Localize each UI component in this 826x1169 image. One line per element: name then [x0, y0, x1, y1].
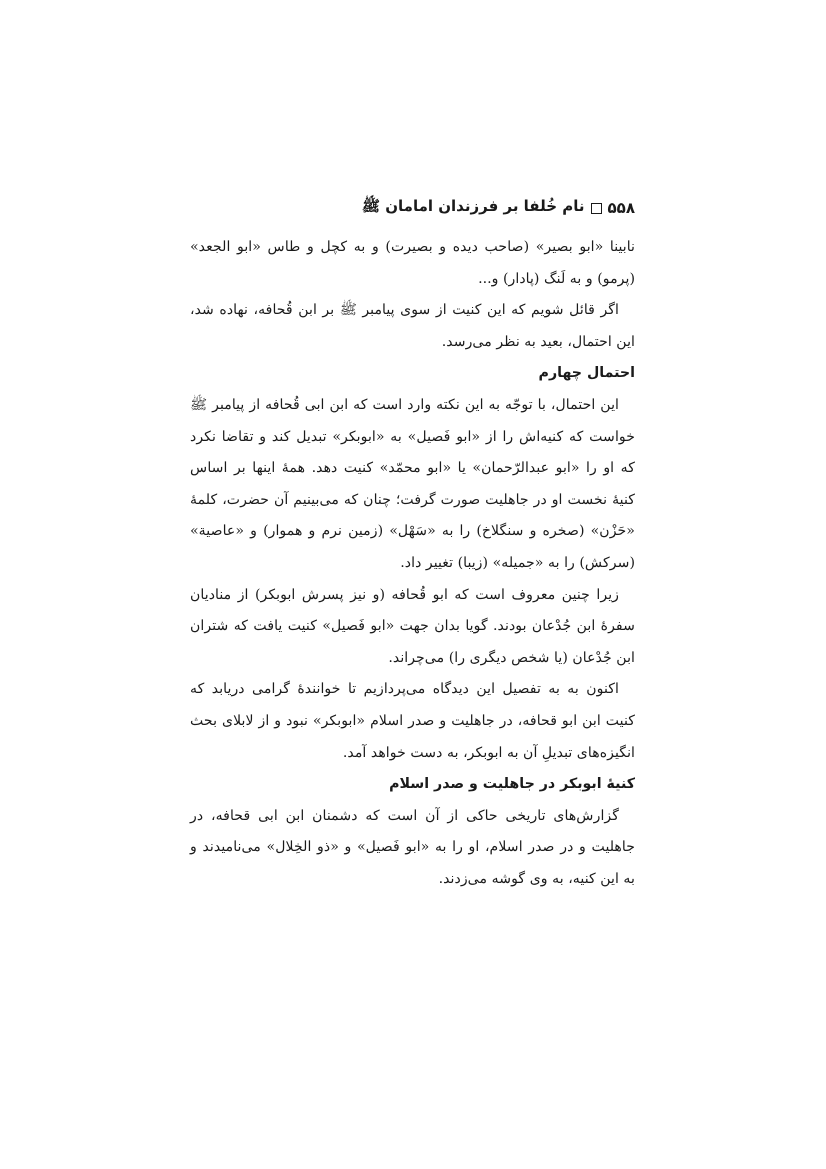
paragraph: زیرا چنین معروف است که ابو قُحافه (و نیز پسرش ابوبکر) از منادیان سفرهٔ ابن جُدْعان بودند. گویا بدان جهت «ابو فَصیل» کنیت یافت که شتران ابن جُدْعان (یا شخص دیگری را) می‌چراند. [190, 586, 635, 666]
paragraph: این احتمال، با توجّه به این نکته وارد است که ابن ابی قُحافه از پیامبر ﷺ خواست که کنیه‌اش را از «ابو فَصیل» به «ابوبکر» تبدیل کند و تقاضا نکرد که او را «ابو عبدالرّحمان» یا «ابو محمّد» کنیت دهد. همهٔ اینها بر اساس کنیهٔ نخست او در جاهلیت صورت گرفت؛ چنان که می‌بینیم آن حضرت، کلمهٔ «حَزْن» (صخره و سنگلاخ) را به «سَهْل» (زمین نرم و هموار) و «عاصیة» (سرکش) را به «جمیله» (زیبا) تغییر داد. [190, 396, 635, 571]
paragraph: گزارش‌های تاریخی حاکی از آن است که دشمنان ابن ابی قحافه، در جاهلیت و در صدر اسلام، او را به «ابو فَصیل» و «ذو الخِلال» می‌نامیدند و به این کنیه، به وی گوشه می‌زدند. [190, 807, 635, 887]
paragraph: اکنون به به تفصیل این دیدگاه می‌پردازیم تا خوانندهٔ گرامی دریابد که کنیت ابن ابو قحافه، در جاهلیت و صدر اسلام «ابوبکر» نبود و از لابلای بحث انگیزه‌های تبدیلِ آن به ابوبکر، به دست خواهد آمد. [190, 681, 635, 761]
section-heading: کنیهٔ ابوبکر در جاهلیت و صدر اسلام [389, 776, 635, 793]
paragraph: نابینا «ابو بصیر» (صاحب دیده و بصیرت) و به کچل و طاس «ابو الجعد» (پرمو) و به لَنگ (پادار) و... [190, 239, 635, 287]
paragraph: اگر قائل شویم که این کنیت از سوی پیامبر ﷺ بر ابن قُحافه، نهاده شد، این احتمال، بعید به نظر می‌رسد. [190, 302, 635, 350]
running-title: نام خُلفا بر فرزندان امامان ﷺ [361, 197, 585, 215]
page-header [190, 196, 635, 220]
body-text [190, 232, 635, 895]
section-heading: احتمال چهارم [538, 365, 635, 382]
square-bullet-icon [591, 203, 602, 214]
page-number: ۵۵۸ [607, 199, 635, 217]
